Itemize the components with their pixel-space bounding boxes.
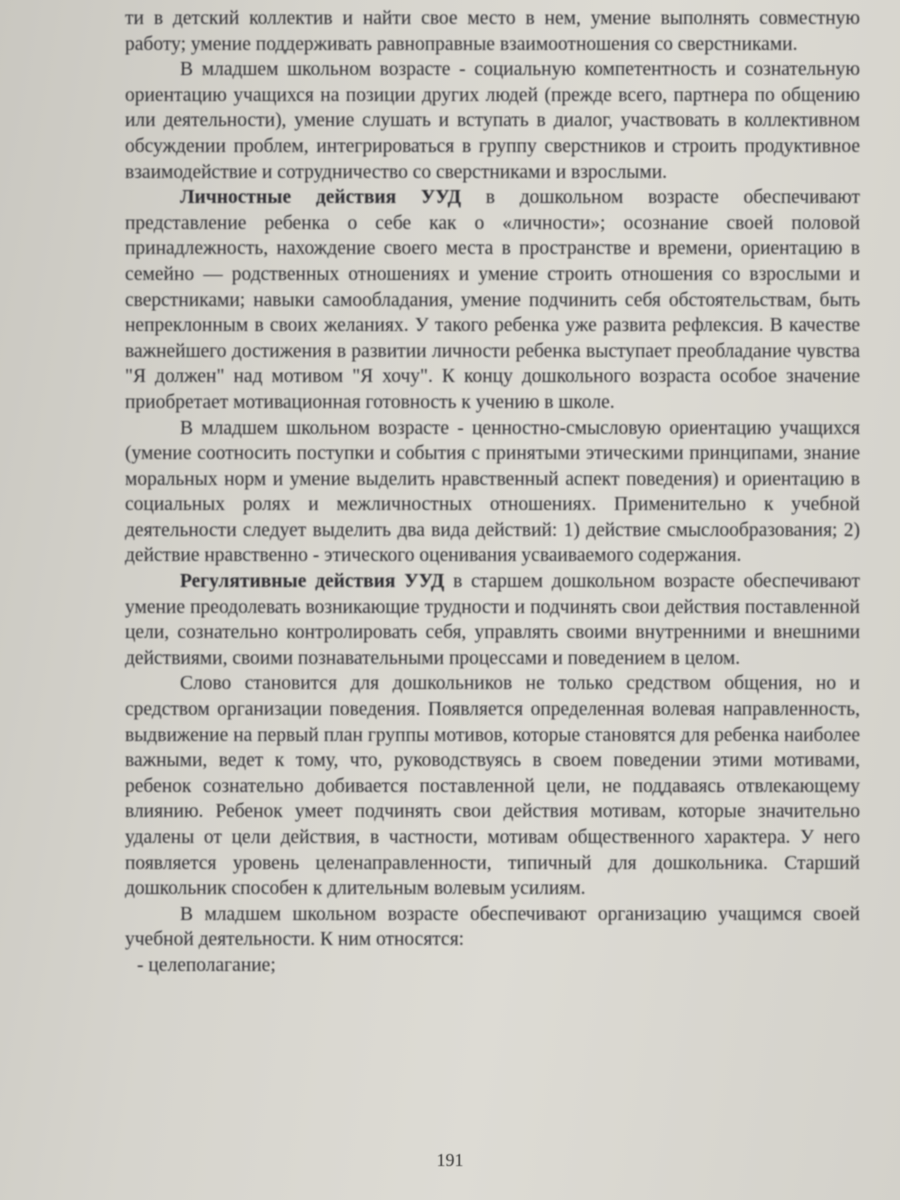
paragraph-regulatory-actions — [125, 569, 860, 671]
heading-personal-actions: Личностные действия УУД — [180, 187, 462, 209]
paragraph-continuation: ти в детский коллектив и найти свое место в нем, умение выполнять совместную работу; умение поддерживать равноправные взаимоотношения со сверстниками. — [125, 8, 860, 55]
page-number: 191 — [436, 1150, 464, 1170]
page-text — [125, 6, 860, 979]
list-item-goal-setting: - целеполагание; — [137, 954, 276, 976]
heading-regulatory-actions: Регулятивные действия УУД — [180, 571, 445, 593]
paragraph-word-as-tool: Слово становится для дошкольников не только средством общения, но и средством организации поведения. Появляется определенная волевая направленность, выдвижение на первый план группы мотивов, которые становятся для ребенка наиболее важными, ведет к тому, что, руководствуясь в своем поведении этими мотивами, ребенок сознательно добивается поставленной цели, не поддаваясь отвлекающему влиянию. Ребенок умеет подчинять свои действия мотивам, которые значительно удалены от цели действия, в частности, мотивам общественного характера. У него появляется уровень целенаправленности, типичный для дошкольника. Старший дошкольник способен к длительным волевым усилиям. — [125, 673, 860, 900]
paragraph-personal-actions — [125, 185, 860, 415]
paragraph-social-competence: В младшем школьном возрасте - социальную компетентность и сознательную ориентацию учащихся на позиции других людей (прежде всего, партнера по общению или деятельности), умение слушать и вступать в диалог, участвовать в коллективном обсуждении проблем, интегрироваться в группу сверстников и строить продуктивное взаимодействие и сотрудничество со сверстниками и взрослыми. — [125, 59, 860, 183]
paragraph-school-age: В младшем школьном возрасте обеспечивают организацию учащимся своей учебной деятельности. К ним относятся: — [125, 903, 860, 951]
paragraph-personal-actions-text: в дошкольном возрасте обеспечивают представление ребенка о себе как о «личности»; осознание своей половой принадлежность, нахождение своего места в пространстве и времени, ориентацию в семейно — родственных отношениях и умение строить отношения со взрослыми и сверстниками; навыки самообладания, умение подчинить себя обстоятельствам, быть непреклонным в своих желаниях. У такого ребенка уже развита рефлексия. В качестве важнейшего достижения в развитии личности ребенка выступает преобладание чувства "Я должен" над мотивом "Я хочу". К концу дошкольного возраста особое значение приобретает мотивационная готовность к учению в школе. — [125, 187, 860, 413]
paragraph-regulatory-actions-text: в старшем дошкольном возрасте обеспечивают умение преодолевать возникающие трудности и подчинять свои действия поставленной цели, сознательно контролировать себя, управлять своими внутренними и внешними действиями, своими познавательными процессами и поведением в целом. — [125, 571, 860, 669]
paragraph-value-orientation: В младшем школьном возрасте - ценностно-смысловую ориентацию учащихся (умение соотносить поступки и события с принятыми этическими принципами, знание моральных норм и умение выделить нравственный аспект поведения) и ориентацию в социальных ролях и межличностных отношениях. Применительно к учебной деятельности следует выделить два вида действий: 1) действие смыслообразования; 2) действие нравственно - этического оценивания усваиваемого содержания. — [125, 417, 860, 567]
